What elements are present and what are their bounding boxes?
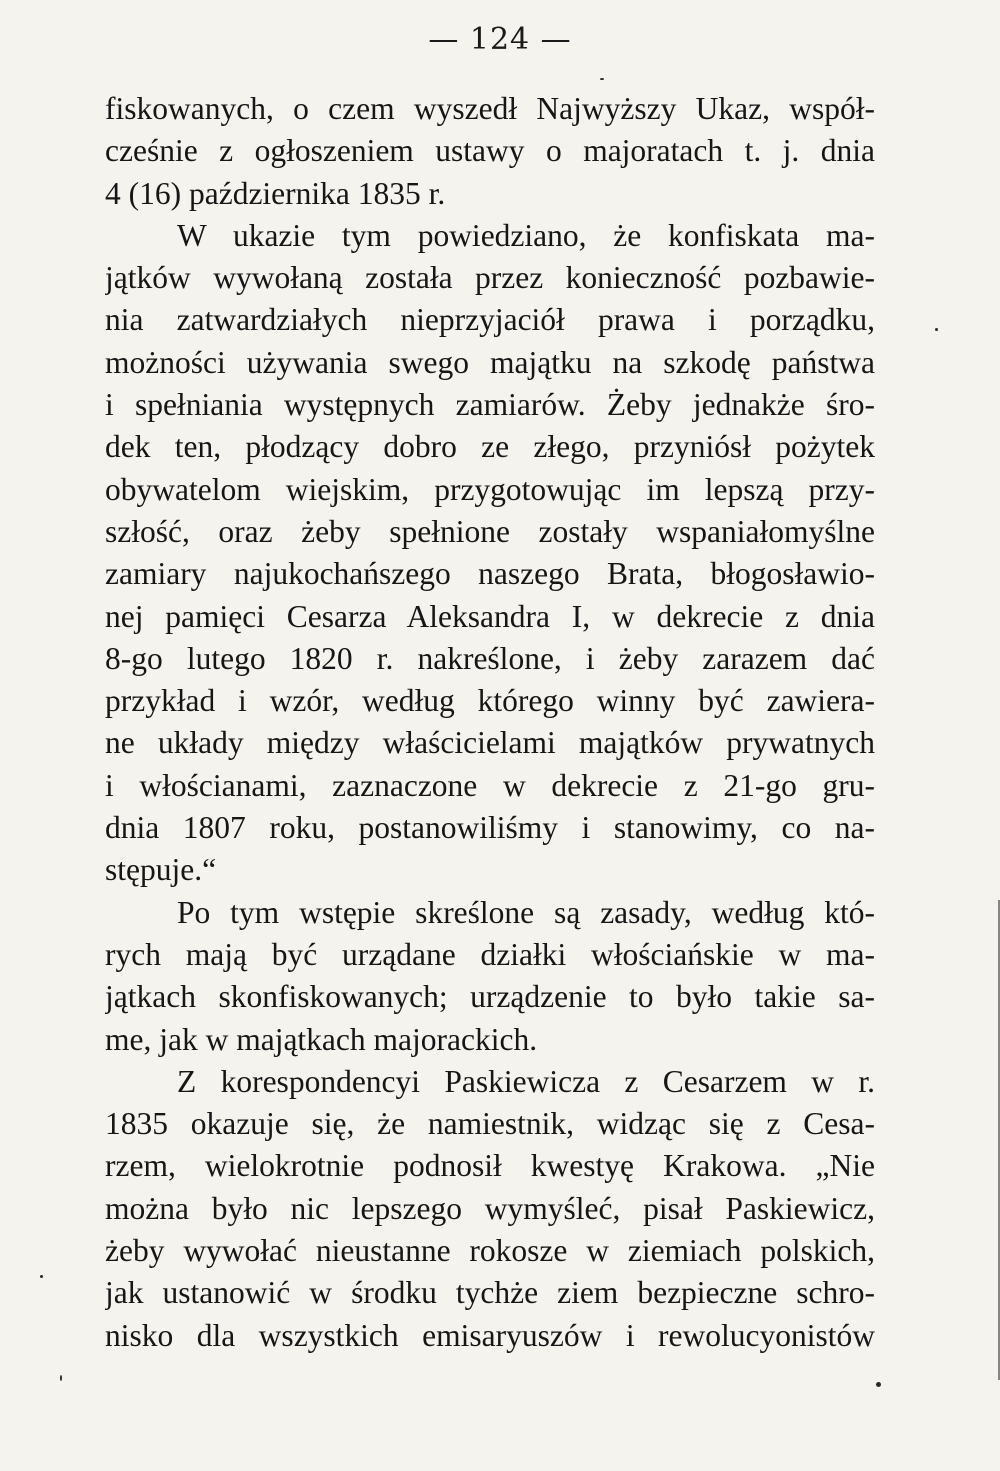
text-line: 1835 okazuje się, że namiestnik, widząc się z Cesa- (105, 1106, 875, 1142)
text-line: i spełniania występnych zamiarów. Żeby jednakże śro- (105, 387, 875, 423)
text-line: jątków wywołaną została przez konieczność pozbawie- (105, 260, 875, 296)
text-line: Z korespondencyi Paskiewicza z Cesarzem w r. (177, 1063, 875, 1099)
text-line: obywatelom wiejskim, przygotowując im lepszą przy- (105, 471, 875, 507)
text-line: stępuje.“ (105, 852, 217, 888)
ink-speck (60, 1375, 62, 1381)
text-line: dnia 1807 roku, postanowiliśmy i stanowimy, co na- (105, 810, 875, 846)
text-line: cześnie z ogłoszeniem ustawy o majoratach t. j. dnia (105, 133, 875, 169)
text-line: W ukazie tym powiedziano, że konfiskata ma- (177, 217, 875, 253)
text-line: można było nic lepszego wymyśleć, pisał Paskiewicz, (105, 1190, 875, 1226)
text-line: me, jak w majątkach majorackich. (105, 1021, 538, 1057)
text-line: ne układy między właścicielami majątków prywatnych (105, 725, 875, 761)
text-line: 8-go lutego 1820 r. nakreślone, i żeby zarazem dać (105, 640, 875, 676)
text-line: i włościanami, zaznaczone w dekrecie z 21-go gru- (105, 767, 875, 803)
text-line: nia zatwardziałych nieprzyjaciół prawa i porządku, (105, 302, 875, 338)
text-line: Po tym wstępie skreślone są zasady, według któ- (177, 894, 875, 930)
text-line: żeby wywołać nieustanne rokosze w ziemiach polskich, (105, 1233, 875, 1269)
body-text (105, 88, 875, 1357)
text-line: rych mają być urządane działki włościańskie w ma- (105, 936, 875, 972)
ink-speck (935, 328, 938, 331)
text-line: przykład i wzór, według którego winny być zawiera- (105, 683, 875, 719)
ink-speck (600, 78, 604, 80)
text-line: szłość, oraz żeby spełnione zostały wspaniałomyślne (105, 513, 875, 549)
text-line: nisko dla wszystkich emisaryuszów i rewolucyonistów (105, 1317, 875, 1353)
page-number: — 124 — (428, 22, 572, 57)
text-line: jątkach skonfiskowanych; urządzenie to było takie sa- (105, 979, 875, 1015)
page-edge-shadow (992, 900, 1000, 1380)
ink-speck (876, 1382, 881, 1387)
ink-speck (40, 1275, 43, 1278)
text-line: możności używania swego majątku na szkodę państwa (105, 344, 875, 380)
text-line: jak ustanowić w środku tychże ziem bezpieczne schro- (105, 1275, 875, 1311)
text-line: dek ten, płodzący dobro ze złego, przyniósł pożytek (105, 429, 875, 465)
text-line: 4 (16) października 1835 r. (105, 175, 446, 211)
text-line: fiskowanych, o czem wyszedł Najwyższy Ukaz, współ- (105, 91, 875, 126)
text-line: nej pamięci Cesarza Aleksandra I, w dekrecie z dnia (105, 598, 875, 634)
text-line: zamiary najukochańszego naszego Brata, błogosławio- (105, 556, 875, 592)
text-line: rzem, wielokrotnie podnosił kwestyę Krakowa. „Nie (105, 1148, 875, 1184)
